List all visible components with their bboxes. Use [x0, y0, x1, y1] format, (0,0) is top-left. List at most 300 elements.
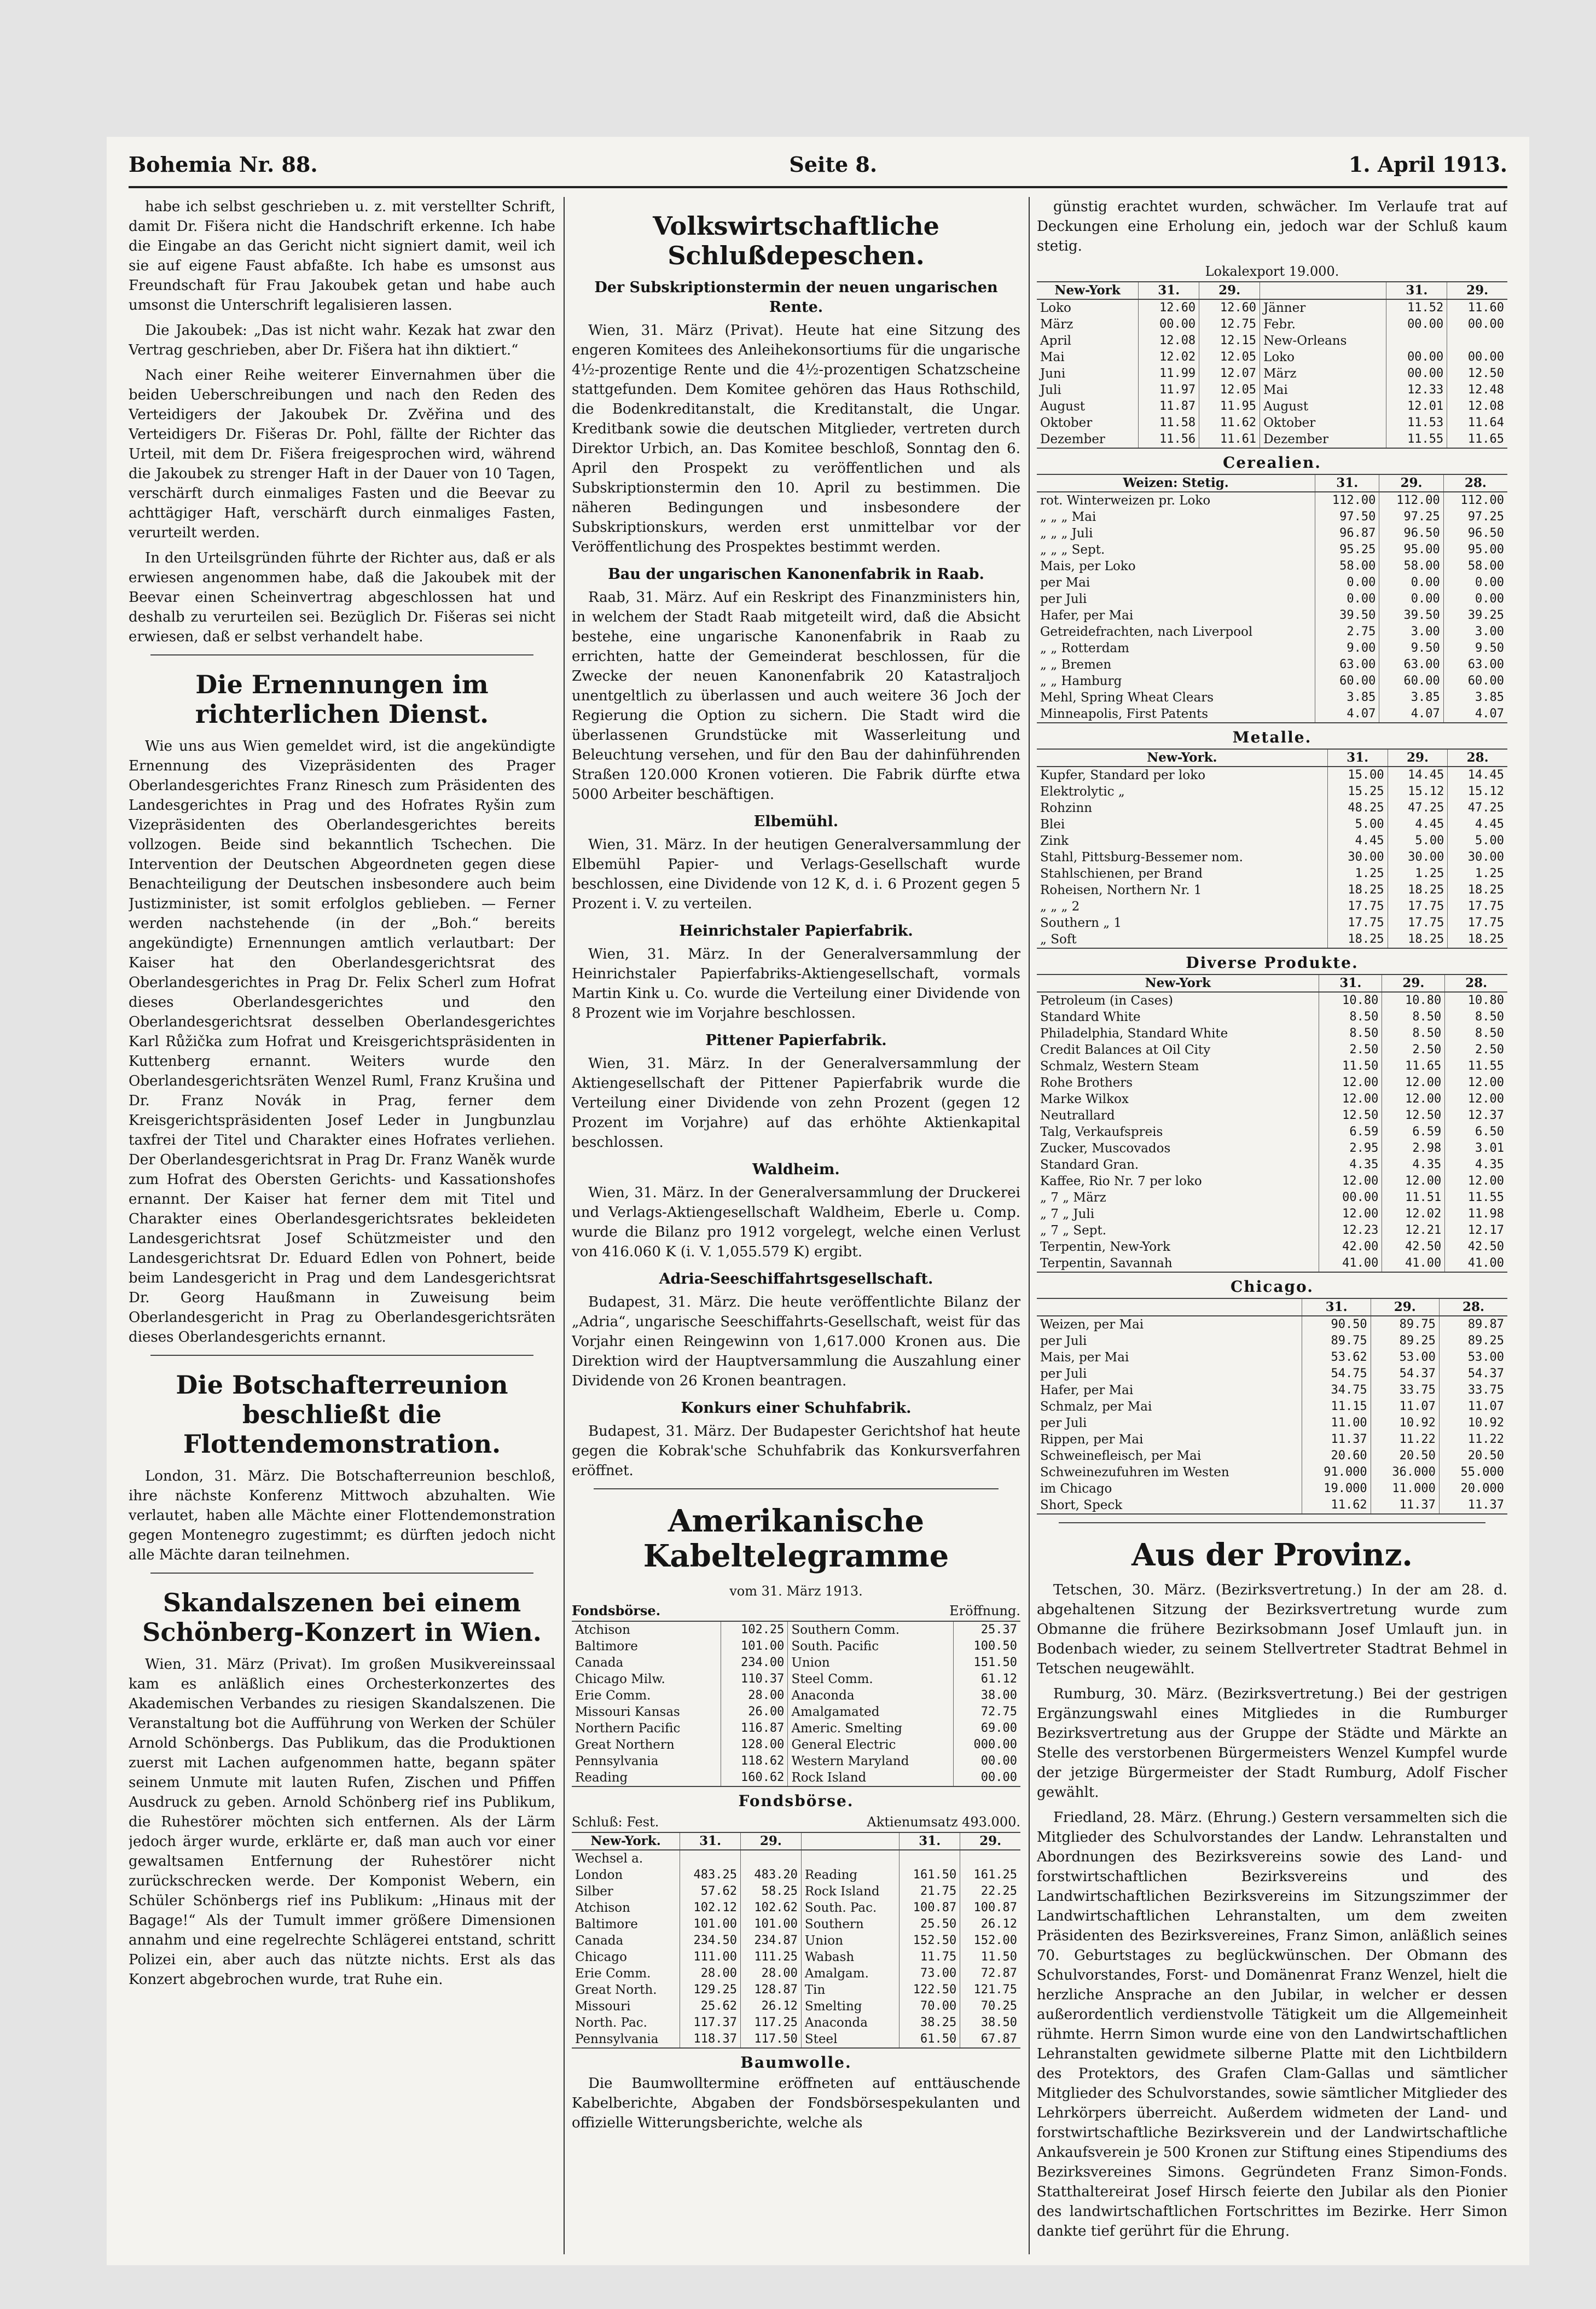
- closing-quote-cell: Silber: [575, 1884, 613, 1899]
- column-2: [572, 197, 1020, 2254]
- cereals-cell: 4.07: [1315, 706, 1379, 723]
- cereals-row: [1037, 509, 1507, 525]
- cotton-cell: 12.02: [1139, 349, 1199, 366]
- cereals-cell: 60.00: [1315, 673, 1379, 689]
- cereals-cell: 60.00: [1379, 673, 1443, 689]
- produce-cell: 12.00: [1445, 1091, 1507, 1107]
- cereals-cell: 95.00: [1379, 542, 1443, 558]
- opening-quote-cell: 25.37: [954, 1621, 1020, 1638]
- produce-cell: 8.50: [1445, 1009, 1507, 1025]
- chicago-cell: 89.75: [1371, 1316, 1439, 1333]
- article-headline: Die Ernennungen im richterlichen Dienst.: [195, 670, 489, 729]
- produce-cell: Zucker, Muscovados: [1040, 1141, 1171, 1156]
- closing-quote-cell: 234.87: [741, 1933, 802, 1949]
- metals-cell: 18.25: [1448, 882, 1507, 898]
- cereals-cell: 63.00: [1443, 657, 1507, 673]
- closing-quote-cell: 121.75: [960, 1982, 1020, 1998]
- metals-cell: 18.25: [1448, 931, 1507, 948]
- cereals-row: [1037, 607, 1507, 624]
- chicago-cell: Schweinefleisch, per Mai: [1040, 1449, 1202, 1463]
- cotton-cell: Juni: [1040, 367, 1066, 381]
- produce-cell: Talg, Verkaufspreis: [1040, 1125, 1163, 1139]
- cereals-cell: 63.00: [1379, 657, 1443, 673]
- cereals-cell: „ „ „ Mai: [1040, 510, 1096, 524]
- produce-cell: 4.35: [1319, 1157, 1382, 1173]
- chicago-row: [1037, 1448, 1507, 1464]
- metals-cell: 47.25: [1388, 800, 1448, 816]
- chicago-cell: 11.07: [1439, 1399, 1507, 1415]
- closing-quote-row: [572, 1883, 1020, 1900]
- cotton-cell: Oktober: [1040, 416, 1093, 430]
- produce-cell: 12.17: [1445, 1222, 1507, 1239]
- chicago-cell: 20.50: [1371, 1448, 1439, 1464]
- closing-quote-cell: 118.37: [680, 2031, 741, 2048]
- produce-cell: 12.50: [1382, 1107, 1445, 1124]
- metals-cell: 18.25: [1388, 882, 1448, 898]
- opening-quote-cell: 110.37: [721, 1671, 788, 1687]
- closing-quote-row: [572, 1998, 1020, 2015]
- cereals-cell: 58.00: [1315, 558, 1379, 575]
- closing-quote-cell: Canada: [575, 1934, 624, 1948]
- metals-cell: 48.25: [1327, 800, 1388, 816]
- opening-quote-row: [572, 1671, 1020, 1687]
- closing-quote-cell: 25.62: [680, 1998, 741, 2015]
- article-schoenberg-concert: [129, 1588, 555, 1989]
- chicago-cell: Schweinezufuhren im Westen: [1040, 1465, 1229, 1480]
- economic-item: [572, 921, 1020, 1023]
- opening-quote-cell: Rock Island: [788, 1770, 954, 1786]
- produce-row: [1037, 1124, 1507, 1140]
- opening-quote-cell: Steel Comm.: [788, 1671, 954, 1687]
- closing-quote-cell: 111.00: [680, 1949, 741, 1965]
- closing-quote-cell: 161.50: [899, 1867, 960, 1883]
- chicago-cell: per Juli: [1040, 1367, 1087, 1381]
- closing-quote-cell: Reading: [801, 1867, 899, 1883]
- article-separator: [594, 1488, 999, 1489]
- closing-quote-cell: [801, 1850, 899, 1867]
- opening-quote-cell: Erie Comm.: [575, 1689, 651, 1703]
- cereals-cell: „ „ Rotterdam: [1040, 641, 1129, 655]
- chicago-cell: 11.62: [1302, 1497, 1371, 1514]
- produce-row: [1037, 1091, 1507, 1107]
- metals-cell: 18.25: [1327, 882, 1388, 898]
- cereals-table: [1037, 474, 1507, 723]
- item-title: Der Subskriptionstermin der neuen ungarischen Rente.: [594, 279, 998, 316]
- metals-cell: Southern „ 1: [1040, 916, 1122, 930]
- cereals-cell: 97.50: [1315, 509, 1379, 525]
- metals-cell: 15.12: [1448, 784, 1507, 800]
- cereals-cell: 3.85: [1379, 689, 1443, 706]
- metals-cell: Roheisen, Northern Nr. 1: [1040, 883, 1202, 897]
- metals-table: [1037, 749, 1507, 949]
- chicago-row: [1037, 1316, 1507, 1333]
- item-title: Pittener Papierfabrik.: [705, 1032, 887, 1049]
- chicago-cell: 20.60: [1302, 1448, 1371, 1464]
- article-headline: Skandalszenen bei einem Schönberg-Konzert in Wien.: [142, 1588, 542, 1647]
- produce-row: [1037, 1042, 1507, 1058]
- closing-quote-cell: Great North.: [575, 1983, 657, 1997]
- closing-quote-cell: 102.12: [680, 1900, 741, 1916]
- chicago-header-cell: [1037, 1298, 1302, 1316]
- metals-cell: 17.75: [1327, 898, 1388, 915]
- closing-quote-row: [572, 1982, 1020, 1998]
- opening-quote-row: [572, 1720, 1020, 1737]
- cereals-cell: 3.00: [1379, 624, 1443, 640]
- closing-quote-cell: 11.50: [960, 1949, 1020, 1965]
- cereals-cell: 95.00: [1443, 542, 1507, 558]
- opening-quote-cell: Pennsylvania: [575, 1754, 659, 1768]
- closing-quote-cell: 117.25: [741, 2015, 802, 2031]
- cereals-cell: 112.00: [1315, 492, 1379, 509]
- cotton-row: [1037, 415, 1507, 431]
- economic-item: [572, 1269, 1020, 1391]
- closing-quote-header-cell: 31.: [680, 1832, 741, 1850]
- closing-quote-cell: 122.50: [899, 1982, 960, 1998]
- article-separator: [1059, 1522, 1485, 1523]
- opening-quote-cell: Amalgamated: [788, 1704, 954, 1720]
- cotton-cell: 12.50: [1447, 366, 1507, 382]
- produce-cell: 42.50: [1445, 1239, 1507, 1255]
- opening-quote-row: [572, 1770, 1020, 1786]
- opening-quote-cell: 118.62: [721, 1753, 788, 1770]
- cotton-cell: 11.87: [1139, 398, 1199, 415]
- chicago-cell: 11.07: [1371, 1399, 1439, 1415]
- opening-quote-cell: 102.25: [721, 1621, 788, 1638]
- cotton-cell: 11.65: [1447, 431, 1507, 448]
- cereals-cell: 97.25: [1379, 509, 1443, 525]
- chicago-cell: 20.000: [1439, 1481, 1507, 1497]
- cotton-cell: Dezember: [1040, 432, 1105, 446]
- closing-quote-cell: 161.25: [960, 1867, 1020, 1883]
- close-label: Schluß: Fest.: [572, 1814, 659, 1830]
- closing-quote-row: [572, 1850, 1020, 1867]
- cotton-cell: Jänner: [1260, 299, 1386, 316]
- cotton-cell: 12.60: [1199, 299, 1260, 316]
- produce-cell: 2.98: [1382, 1140, 1445, 1157]
- produce-cell: „ 7 „ März: [1040, 1191, 1106, 1205]
- cereals-cell: 39.50: [1315, 607, 1379, 624]
- cereals-row: [1037, 640, 1507, 657]
- produce-cell: 12.00: [1445, 1075, 1507, 1091]
- province-item: Friedland, 28. März. (Ehrung.) Gestern versammelten sich die Mitglieder des Schulvorstandes der Landw. Lehranstalten und Abordnungen des Bezirksvereins sowie des Land- und forstwirtschaftlichen Bezirksvereins und des Landwirtschaftlichen Bezirksvereins im Sitzungszimmer der Landwirtschaftlichen Lehranstalten, um dem zweiten Präsidenten des Bezirksvereines, Franz Simon, anläßlich seines 70. Geburtstages zu beglückwünschen. Der Obmann des Schulvorstandes, Forst- und Domänenrat Franz Wenzel, hielt die herzliche Ansprache an den Jubilar, in welcher er dessen außerordentlich verdienstvolle Tätigkeit um die Allgemeinheit rühmte. Herrn Simon wurde eine von den Landwirtschaftlichen Lehranstalten gewidmete silberne Platte mit den Lichtbildern des Protektors, des Grafen Clam-Gallas und sämtlicher Mitglieder des Schulvorstandes, sowie sämtlicher Mitglieder des Lehrkörpers überreicht. Außerdem widmeten der Land- und forstwirtschaftliche Bezirksverein und der Landwirtschaftliche Ankaufsverein je 500 Kronen zur Stiftung eines Stipendiums des Bezirksvereines Simons. Gegründeten Franz Simon-Fonds. Statthaltereirat Josef Hirsch feierte den Jubilar als den Pionier des landwirtschaftlichen Fortschrittes im Bezirke. Herr Simon dankte tief gerührt für die Ehrung.: [1037, 1809, 1507, 2240]
- produce-row: [1037, 1058, 1507, 1075]
- opening-quote-cell: Anaconda: [788, 1687, 954, 1704]
- produce-cell: 42.00: [1319, 1239, 1382, 1255]
- closing-quote-cell: 483.20: [741, 1867, 802, 1883]
- produce-cell: 6.59: [1382, 1124, 1445, 1140]
- produce-header-cell: New-York: [1037, 974, 1319, 992]
- metals-cell: 14.45: [1448, 767, 1507, 784]
- cereals-cell: 3.85: [1315, 689, 1379, 706]
- produce-row: [1037, 1222, 1507, 1239]
- produce-cell: Rohe Brothers: [1040, 1076, 1133, 1090]
- metals-cell: 1.25: [1388, 866, 1448, 882]
- newspaper-page: [107, 137, 1529, 2265]
- item-title: Konkurs einer Schuhfabrik.: [681, 1400, 912, 1417]
- chicago-cell: per Juli: [1040, 1334, 1087, 1348]
- closing-quote-cell: 57.62: [680, 1883, 741, 1900]
- metals-cell: 15.00: [1327, 767, 1388, 784]
- cereals-cell: 0.00: [1315, 575, 1379, 591]
- closing-quote-row: [572, 2015, 1020, 2031]
- produce-cell: 11.55: [1445, 1190, 1507, 1206]
- item-title: Bau der ungarischen Kanonenfabrik in Raab.: [608, 566, 984, 583]
- cotton-header-cell: [1260, 282, 1386, 299]
- produce-cell: 12.23: [1319, 1222, 1382, 1239]
- cotton-cell: 11.58: [1139, 415, 1199, 431]
- produce-cell: 12.37: [1445, 1107, 1507, 1124]
- produce-row: [1037, 1173, 1507, 1190]
- produce-cell: 12.50: [1319, 1107, 1382, 1124]
- cereals-cell: per Juli: [1040, 592, 1087, 606]
- closing-quote-cell: 117.37: [680, 2015, 741, 2031]
- produce-cell: 12.00: [1319, 1075, 1382, 1091]
- cotton-cell: 12.60: [1139, 299, 1199, 316]
- chicago-row: [1037, 1399, 1507, 1415]
- cereals-cell: 39.25: [1443, 607, 1507, 624]
- metals-cell: 30.00: [1388, 849, 1448, 866]
- opening-quote-row: [572, 1621, 1020, 1638]
- produce-cell: Kaffee, Rio Nr. 7 per loko: [1040, 1174, 1202, 1188]
- closing-quote-header-cell: New-York.: [572, 1832, 680, 1850]
- produce-row: [1037, 1190, 1507, 1206]
- paragraph: London, 31. März. Die Botschafterreunion beschloß, ihre nächste Konferenz Mittwoch abzuhalten. Wie verlautet, haben alle Mächte einer Flottendemonstration gegen Montenegro zugestimmt; es dürften jedoch nicht alle Mächte daran teilnehmen.: [129, 1468, 555, 1563]
- closing-quote-cell: [960, 1850, 1020, 1867]
- produce-cell: Credit Balances at Oil City: [1040, 1043, 1211, 1057]
- cotton-cell: 12.15: [1199, 333, 1260, 349]
- cereals-cell: 96.50: [1443, 525, 1507, 542]
- metals-row: [1037, 767, 1507, 784]
- closing-quote-cell: North. Pac.: [575, 2016, 647, 2030]
- metals-cell: 1.25: [1448, 866, 1507, 882]
- chicago-cell: 34.75: [1302, 1382, 1371, 1399]
- opening-quote-row: [572, 1638, 1020, 1655]
- produce-cell: 41.00: [1382, 1255, 1445, 1272]
- chicago-cell: 91.000: [1302, 1464, 1371, 1481]
- metals-cell: Zink: [1040, 834, 1069, 848]
- metals-cell: 1.25: [1327, 866, 1388, 882]
- chicago-row: [1037, 1415, 1507, 1431]
- metals-cell: 30.00: [1448, 849, 1507, 866]
- cereals-cell: Getreidefrachten, nach Liverpool: [1040, 625, 1253, 639]
- article-judicial-appointments: [129, 670, 555, 1347]
- opening-quote-cell: 160.62: [721, 1770, 788, 1786]
- closing-quote-cell: 72.87: [960, 1965, 1020, 1982]
- cotton-cell: Loko: [1040, 301, 1071, 315]
- chicago-header-cell: 29.: [1371, 1298, 1439, 1316]
- produce-cell: 42.50: [1382, 1239, 1445, 1255]
- cereals-cell: 112.00: [1379, 492, 1443, 509]
- cereals-cell: 0.00: [1379, 575, 1443, 591]
- cotton-row: [1037, 382, 1507, 398]
- metals-cell: Stahlschienen, per Brand: [1040, 867, 1203, 881]
- metals-row: [1037, 849, 1507, 866]
- cotton-cell: 12.08: [1139, 333, 1199, 349]
- opening-quote-cell: Missouri Kansas: [575, 1705, 680, 1719]
- cereals-cell: „ „ Hamburg: [1040, 674, 1122, 688]
- cotton-cell: 12.01: [1386, 398, 1447, 415]
- chicago-row: [1037, 1431, 1507, 1448]
- cotton-cell: Dezember: [1260, 431, 1386, 448]
- closing-quotes-table: [572, 1832, 1020, 2049]
- paragraph: Nach einer Reihe weiterer Einvernahmen über die beiden Ueberschreibungen und nach den Reden des Verteidigers der Jakoubek Dr. Zvěřina und des Verteidigers Dr. Fišeras Dr. Pohl, fällte der Richter das Urteil, mit dem Dr. Fišera freigesprochen wird, während die Jakoubek zu strenger Haft in der Dauer von 10 Tagen, verschärft durch einmaliges Fasten und die Beevar zu achttägiger Haft, verschärft durch einmaliges Fasten, verurteilt werden.: [129, 367, 555, 541]
- closing-quote-cell: 26.12: [741, 1998, 802, 2015]
- chicago-cell: Short, Speck: [1040, 1498, 1123, 1512]
- economic-item: [572, 565, 1020, 804]
- closing-quote-cell: [899, 1850, 960, 1867]
- metals-cell: Rohzinn: [1040, 801, 1093, 815]
- produce-cell: 10.80: [1445, 992, 1507, 1009]
- metals-row: [1037, 915, 1507, 931]
- metals-title: Metalle.: [1232, 728, 1312, 746]
- paragraph: Wien, 31. März (Privat). Im großen Musikvereinssaal kam es anläßlich eines Orchesterkonzertes des Akademischen Verbandes zu riesigen Skandalszenen. Die Veranstaltung bot die Aufführung von Werken der Schüler Arnold Schönbergs. Das Publikum, das die Produktionen zuerst mit Lachen aufgenommen hatte, begann später seinem Unmute mit lauten Rufen, Zischen und Pfiffen Ausdruck zu geben. Arnold Schönberg rief ins Publikum, die Ruhestörer möchten sich entfernen. Als der Lärm jedoch ärger wurde, erklärte er, daß man auch vor einer gewaltsamen Entfernung der Ruhestörer nicht zurückschrecken werde. Der Komponist Webern, ein Schüler Schönbergs rief ins Publikum: „Hinaus mit der Bagage!“ Als der Tumult immer größere Dimensionen annahm und eine regelrechte Schlägerei entstand, schritt Polizei ein, aber auch das nützte nichts. Erst als das Konzert abgebrochen wurde, trat Ruhe ein.: [129, 1656, 555, 1988]
- article-headline: Die Botschafterreunion beschließt die Flottendemonstration.: [176, 1370, 508, 1459]
- closing-quote-cell: Wechsel a.: [575, 1852, 643, 1866]
- cotton-row: [1037, 316, 1507, 333]
- opening-quote-cell: General Electric: [788, 1737, 954, 1753]
- cotton-cell: Oktober: [1260, 415, 1386, 431]
- metals-cell: 17.75: [1448, 915, 1507, 931]
- paragraph: Wie uns aus Wien gemeldet wird, ist die angekündigte Ernennung des Vizepräsidenten des Prager Oberlandesgerichtes Franz Rinesch zum Präsidenten des Landesgerichtes in Prag und des Hofrates Ryšin zum Vizepräsidenten des Oberlandesgerichtes bereits vollzogen. Beide sind bekanntlich Tschechen. Die Intervention der Deutschen Abgeordneten gegen diese Benachteiligung der Deutschen insbesondere auch beim Justizminister, ist somit erfolglos geblieben. — Ferner werden nachstehende (in der „Boh.“ bereits angekündigte) Ernennungen amtlich verlautbart: Der Kaiser hat den Oberlandesgerichtsrat des Oberlandesgerichtes in Prag Dr. Felix Scherl zum Hofrat dieses Oberlandesgerichtes und den Oberlandesgerichtsrat desselben Oberlandesgerichtes Karl Růžička zum Hofrat und Kreisgerichtspräsidenten in Kuttenberg ernannt. Weiters wurde den Oberlandesgerichtsräten Wenzel Ruml, Franz Krušina und Dr. Franz Novák in Prag, ferner dem Kreisgerichtspräsidenten Josef Leder in Jungbunzlau taxfrei der Titel und Charakter eines Hofrates verliehen. Der Oberlandesgerichtsrat in Prag Dr. Franz Waněk wurde zum Hofrat des Obersten Gerichts- und Kassationshofes ernannt. Der Kaiser hat ferner dem mit Titel und Charakter eines Oberlandesgerichtsrates bekleideten Landesgerichtsrat Josef Schützmeister und den Landesgerichtsrat Dr. Eduard Edlen von Pohnert, beide beim Landesgericht in Prag und dem Landesgerichtsrat Dr. Georg Haußmann in Zuweisung beim Oberlandesgericht in Prag zu Oberlandesgerichtsräten dieses Oberlandesgerichts ernannt.: [129, 738, 555, 1345]
- cereals-cell: „ „ Bremen: [1040, 658, 1112, 672]
- produce-cell: Marke Wilkox: [1040, 1092, 1129, 1106]
- produce-cell: 11.98: [1445, 1206, 1507, 1222]
- province-section: [1037, 1538, 1507, 2241]
- metals-cell: 4.45: [1327, 833, 1388, 849]
- cotton-row: [1037, 299, 1507, 316]
- opening-quote-cell: 26.00: [721, 1704, 788, 1720]
- closing-quote-cell: 22.25: [960, 1883, 1020, 1900]
- closing-quote-cell: 152.00: [960, 1933, 1020, 1949]
- cereals-cell: 96.87: [1315, 525, 1379, 542]
- cotton-cell: [1447, 333, 1507, 349]
- metals-cell: 5.00: [1448, 833, 1507, 849]
- opening-quote-cell: Northern Pacific: [575, 1721, 681, 1736]
- cereals-cell: 3.85: [1443, 689, 1507, 706]
- chicago-cell: 11.000: [1371, 1481, 1439, 1497]
- opening-quote-cell: 00.00: [954, 1770, 1020, 1786]
- chicago-cell: 54.37: [1439, 1366, 1507, 1382]
- closing-quote-cell: Tin: [801, 1982, 899, 1998]
- chicago-cell: 10.92: [1371, 1415, 1439, 1431]
- turnover-label: Aktienumsatz 493.000.: [867, 1814, 1020, 1830]
- produce-cell: 12.00: [1382, 1075, 1445, 1091]
- closing-quote-cell: Baltimore: [575, 1917, 638, 1931]
- item-text: Raab, 31. März. Auf ein Reskript des Finanzministers hin, in welchem der Stadt Raab mitgeteilt wird, daß die Absicht bestehe, eine ungarische Kanonenfabrik in Raab zu errichten, hatte der Gemeinderat beschlossen, für die Zwecke der neuen Kanonenfabrik 20 Katastraljoch unentgeltlich zu überlassen und auch weitere 36 Joch der Regierung die Option zu sichern. Die Stadt wird die überlassenen Grundstücke mit Wasserleitung und Beleuchtung versehen, und für den Bau der dahinführenden Straßen 120.000 Kronen votieren. Die Fabrik dürfte etwa 5000 Arbeiter beschäftigen.: [572, 589, 1020, 803]
- closing-quote-cell: Amalgam.: [801, 1965, 899, 1982]
- chicago-cell: 36.000: [1371, 1464, 1439, 1481]
- closing-quote-cell: 38.50: [960, 2015, 1020, 2031]
- economic-item: [572, 1031, 1020, 1152]
- cotton-row: [1037, 333, 1507, 349]
- cereals-cell: 3.00: [1443, 624, 1507, 640]
- closing-quote-cell: 101.00: [741, 1916, 802, 1933]
- closing-quote-cell: 128.87: [741, 1982, 802, 1998]
- cotton-cell: 12.05: [1199, 349, 1260, 366]
- produce-cell: 10.80: [1319, 992, 1382, 1009]
- cotton-cell: New-Orleans: [1260, 333, 1386, 349]
- opening-quote-cell: Chicago Milw.: [575, 1672, 665, 1686]
- cereals-row: [1037, 591, 1507, 607]
- metals-cell: Elektrolytic „: [1040, 785, 1125, 799]
- chicago-cell: 11.15: [1302, 1399, 1371, 1415]
- produce-cell: 8.50: [1319, 1025, 1382, 1042]
- cotton-cell: [1386, 333, 1447, 349]
- opening-quote-cell: 100.50: [954, 1638, 1020, 1655]
- column-divider-1: [564, 197, 565, 2254]
- produce-cell: 3.01: [1445, 1140, 1507, 1157]
- metals-header-cell: 28.: [1448, 749, 1507, 767]
- closing-quote-row: [572, 1900, 1020, 1916]
- metals-header-cell: New-York.: [1037, 749, 1327, 767]
- produce-cell: 2.50: [1382, 1042, 1445, 1058]
- cereals-cell: Mehl, Spring Wheat Clears: [1040, 691, 1214, 705]
- cereals-cell: Minneapolis, First Patents: [1040, 707, 1209, 721]
- chicago-cell: 89.25: [1439, 1333, 1507, 1349]
- opening-quote-cell: 151.50: [954, 1655, 1020, 1671]
- chicago-row: [1037, 1366, 1507, 1382]
- chicago-cell: Rippen, per Mai: [1040, 1432, 1144, 1447]
- article-separator: [150, 1573, 533, 1574]
- produce-cell: 4.35: [1382, 1157, 1445, 1173]
- article-ambassador-reunion: [129, 1370, 555, 1565]
- closing-quote-cell: 11.75: [899, 1949, 960, 1965]
- paragraph: Die Jakoubek: „Das ist nicht wahr. Kezak hat zwar den Vertrag geschrieben, aber Dr. Fišera hat ihn diktiert.“: [129, 322, 555, 358]
- metals-cell: 4.45: [1388, 816, 1448, 833]
- produce-cell: 12.00: [1445, 1173, 1507, 1190]
- closing-quote-cell: Missouri: [575, 1999, 631, 2014]
- cotton-cell: 00.00: [1386, 349, 1447, 366]
- produce-cell: 6.50: [1445, 1124, 1507, 1140]
- chicago-cell: 33.75: [1439, 1382, 1507, 1399]
- chicago-title: Chicago.: [1231, 1278, 1314, 1296]
- exchange-label-2: Fondsbörse.: [738, 1792, 854, 1810]
- closing-quote-cell: Southern: [801, 1916, 899, 1933]
- cotton-cell: August: [1040, 399, 1086, 414]
- article-separator: [150, 1355, 533, 1356]
- court-report-continued: [129, 197, 555, 647]
- produce-row: [1037, 1255, 1507, 1272]
- metals-row: [1037, 866, 1507, 882]
- opening-quote-cell: 61.12: [954, 1671, 1020, 1687]
- economic-item: [572, 1399, 1020, 1481]
- opening-quote-cell: Canada: [575, 1656, 624, 1670]
- produce-row: [1037, 1239, 1507, 1255]
- cereals-cell: „ „ „ Juli: [1040, 526, 1093, 541]
- closing-quote-cell: 28.00: [680, 1965, 741, 1982]
- page-number: Seite 8.: [789, 152, 878, 177]
- chicago-cell: im Chicago: [1040, 1482, 1112, 1496]
- item-text: Wien, 31. März. In der Generalversammlung der Aktiengesellschaft der Pittener Papierfabrik wurde die Verteilung einer Dividende von zehn Prozent (gegen 12 Prozent im Vorjahre) auf das erhöhte Aktienkapital beschlossen.: [572, 1055, 1020, 1151]
- opening-quote-cell: 69.00: [954, 1720, 1020, 1737]
- cotton-title: Baumwolle.: [740, 2053, 852, 2072]
- metals-cell: 17.75: [1388, 898, 1448, 915]
- metals-header-cell: 29.: [1388, 749, 1448, 767]
- cotton-text: Die Baumwolltermine eröffneten auf enttäuschende Kabelberichte, Abgaben der Fondsbörsespekulanten und offizielle Witterungsberichte, welche als: [572, 2075, 1020, 2131]
- cable-date: vom 31. März 1913.: [729, 1583, 863, 1599]
- cotton-cell: 12.33: [1386, 382, 1447, 398]
- closing-quote-cell: [680, 1850, 741, 1867]
- produce-cell: 12.02: [1382, 1206, 1445, 1222]
- cereals-cell: 9.50: [1379, 640, 1443, 657]
- produce-cell: 12.00: [1382, 1173, 1445, 1190]
- produce-cell: 41.00: [1319, 1255, 1382, 1272]
- metals-row: [1037, 816, 1507, 833]
- closing-quote-cell: 28.00: [741, 1965, 802, 1982]
- cotton-cell: 11.52: [1386, 299, 1447, 316]
- chicago-row: [1037, 1464, 1507, 1481]
- chicago-cell: 53.62: [1302, 1349, 1371, 1366]
